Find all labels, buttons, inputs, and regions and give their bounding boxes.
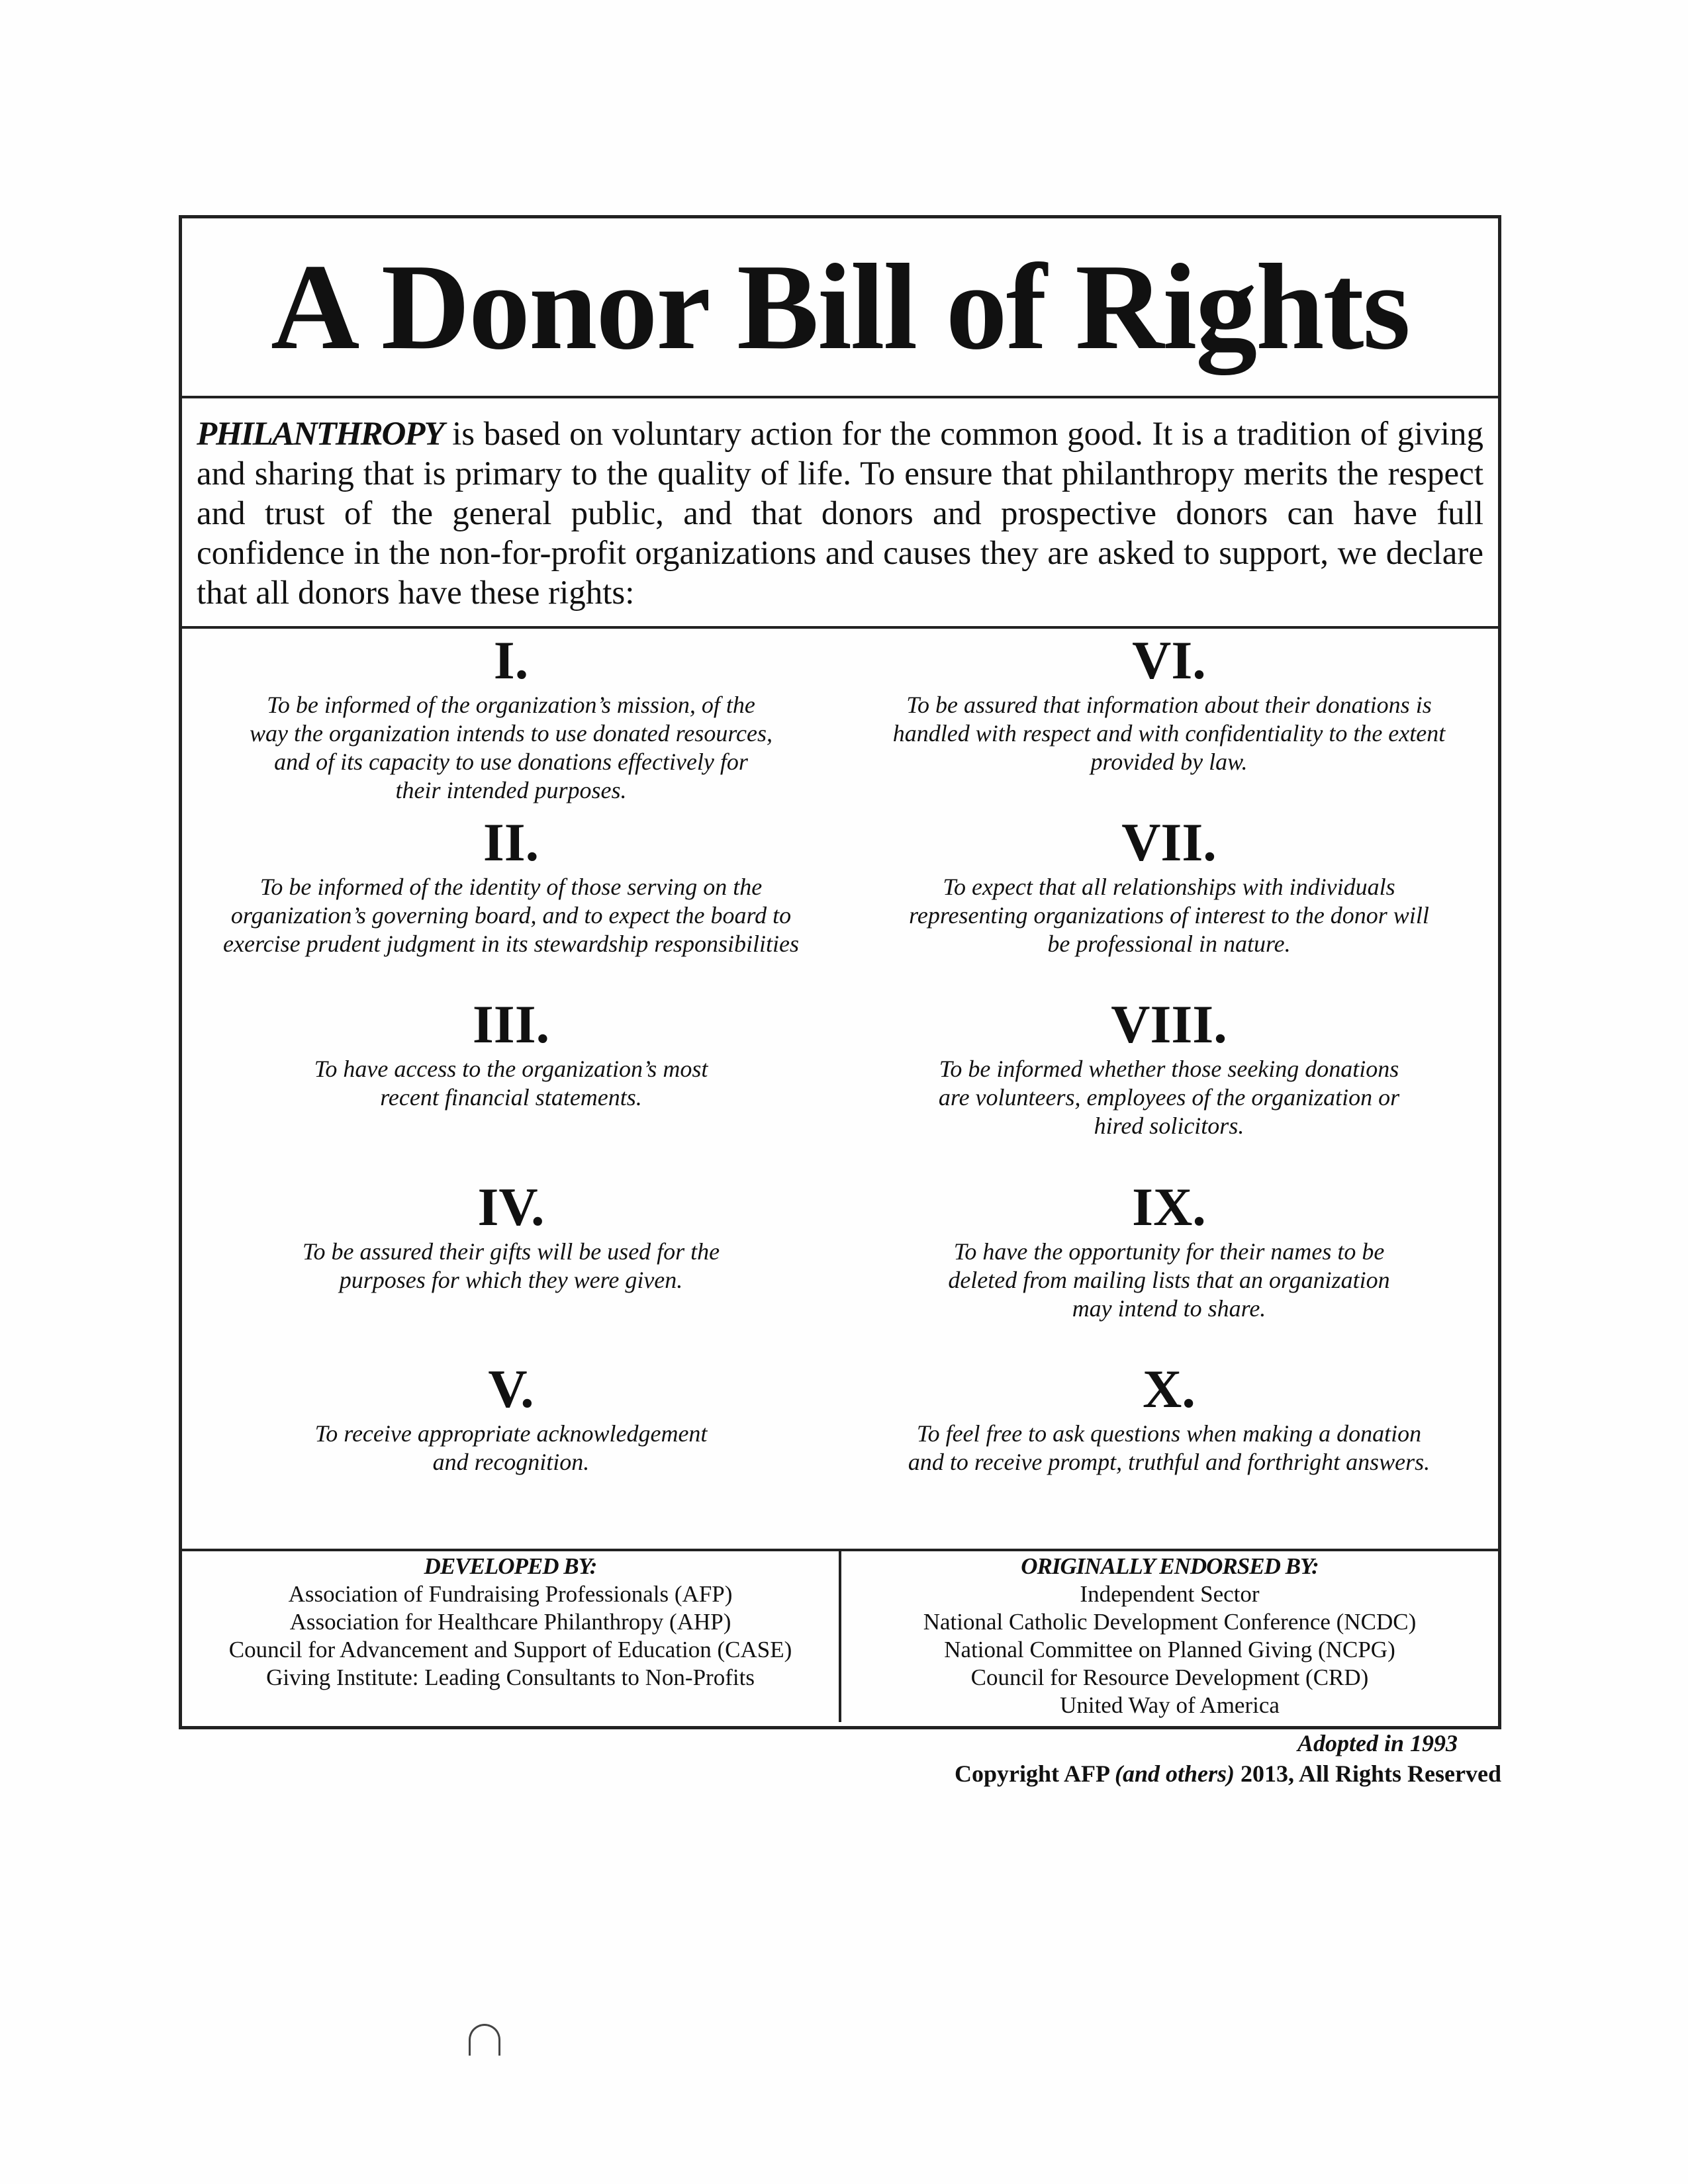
right-numeral: V. [488,1358,534,1419]
intro-paragraph [182,398,1498,629]
right-item [182,1178,840,1360]
developed-by-column [182,1551,841,1722]
right-numeral: X. [1143,1358,1196,1419]
adopted-note: Adopted in 1993 [1297,1730,1458,1756]
right-text: To expect that all relationships with individuals representing organizations of interest to the donor will be professional in nature. [909,874,1429,958]
copyright-note [955,1759,1501,1788]
intro-text: is based on voluntary action for the common good. It is a tradition of giving and sharing that is primary to the quality of life. To ensure that philanthropy merits the respect and trust of the general public, and that donors and prospective donors can have full confidence in the non-for-profit organizations and causes they are asked to support, we declare that all donors have these rights: [197,416,1483,612]
right-item [840,813,1498,995]
right-text: To be informed of the identity of those serving on the organization’s governing board, and to expect the board to exercise prudent judgment in its stewardship responsibilities [223,874,799,958]
right-text: To be assured their gifts will be used for the purposes for which they were given. [302,1238,720,1293]
endorsed-by-heading: ORIGINALLY ENDORSED BY: [1021,1553,1319,1579]
right-text: To be informed of the organization’s mission, of the way the organization intends to use donated resources, and of its capacity to use donations effectively for their intended purposes. [250,692,773,803]
right-numeral: VIII. [1111,994,1227,1055]
title-box [182,218,1498,398]
right-item [840,995,1498,1177]
endorsed-by-line: National Committee on Planned Giving (NCPG) [944,1637,1395,1662]
right-text: To be informed whether those seeking donations are volunteers, employees of the organization or hired solicitors. [938,1056,1400,1140]
right-numeral: III. [472,994,550,1055]
right-item [182,1360,840,1542]
bill-of-rights-frame [179,215,1501,1729]
right-item [182,631,840,813]
right-text: To receive appropriate acknowledgement and recognition. [314,1420,708,1475]
right-numeral: II. [483,812,539,873]
endorsed-by-column [841,1551,1498,1722]
right-text: To have the opportunity for their names to be deleted from mailing lists that an organization may intend to share. [948,1238,1390,1322]
developed-by-line: Association of Fundraising Professionals (AFP) [288,1581,733,1607]
copyright-italic: (and others) [1114,1760,1235,1787]
intro-lead: PHILANTHROPY [197,416,444,453]
credits-box [182,1551,1498,1722]
right-numeral: VI. [1132,630,1206,690]
developed-by-line: Council for Advancement and Support of Education (CASE) [228,1637,792,1662]
right-item [840,1360,1498,1542]
right-text: To have access to the organization’s most recent financial statements. [314,1056,708,1111]
right-item [182,813,840,995]
right-text: To feel free to ask questions when making a donation and to receive prompt, truthful and forthright answers. [908,1420,1430,1475]
right-text: To be assured that information about their donations is handled with respect and with confidentiality to the extent provided by law. [892,692,1446,775]
rights-grid [182,629,1498,1551]
right-numeral: I. [493,630,529,690]
endorsed-by-line: Independent Sector [1080,1581,1260,1607]
copyright-suffix: 2013, All Rights Reserved [1235,1760,1501,1787]
right-item [840,631,1498,813]
right-numeral: IX. [1132,1176,1206,1237]
right-numeral: VII. [1121,812,1217,873]
scan-artifact-mark [469,2024,500,2056]
right-numeral: IV. [477,1176,545,1237]
developed-by-heading: DEVELOPED BY: [424,1553,597,1579]
endorsed-by-line: United Way of America [1060,1692,1280,1718]
page-title: A Donor Bill of Rights [271,239,1409,375]
endorsed-by-line: National Catholic Development Conference (NCDC) [923,1609,1417,1635]
endorsed-by-line: Council for Resource Development (CRD) [970,1664,1369,1690]
copyright-prefix: Copyright AFP [954,1760,1115,1787]
right-item [840,1178,1498,1360]
right-item [182,995,840,1177]
developed-by-line: Association for Healthcare Philanthropy (AHP) [289,1609,731,1635]
developed-by-line: Giving Institute: Leading Consultants to Non-Profits [266,1664,755,1690]
